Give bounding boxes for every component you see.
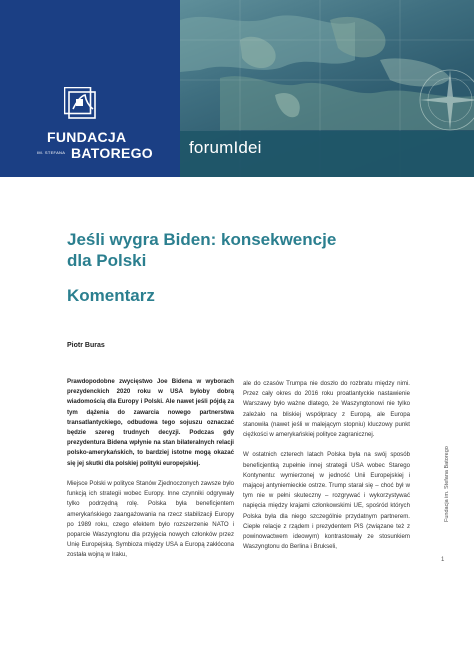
body-paragraph: ale do czasów Trumpa nie doszło do rozbratu między nimi. Przez cały okres do 2016 roku proatlantyckie nastawienie Warszawy było ważne dlatego, że Waszyngtonowi nie tylko zależało na bliskiej współpracy z Europą, ale Europa stanowiła (nawet jeśli w malejącym stopniu) kluczowy punkt ciężkości w amerykańskiej polityce zagranicznej. xyxy=(243,380,410,439)
lead-paragraph: Prawdopodobne zwycięstwo Joe Bidena w wyborach prezydenckich 2020 roku w USA byłoby dobrą wiadomością dla Europy i Polski. Ale nawet jeśli pójdą za tym dążenia do zawarcia nowego partnerstwa transatlantyckiego, odbudowa tego sojuszu oznaczać będzie szereg trudnych decyzji. Podczas gdy prezydentura Bidena wpłynie na stan bilateralnych relacji polsko-amerykańskich, to bardziej istotne mogą okazać się jej skutki dla polskiej polityki europejskiej. xyxy=(67,378,234,467)
page-number: 1 xyxy=(441,557,445,563)
body-paragraph: Miejsce Polski w polityce Stanów Zjednoczonych zawsze było funkcją ich strategii wobec Europy. Inne czynniki odgrywały tylko podrzędną rolę. Polska była beneficjentem amerykańskiego zaangażowania na rzecz stabilizacji Europy po 1989 roku, czego efektem było rozszerzenie NATO i poparcie Waszyngtonu dla przyjęcia nowych członków przez Unię Europejską. Symbioza między USA a Europą zakłócona została wojną w Iraku, xyxy=(67,480,234,559)
org-name-small: IM. STEFANA xyxy=(37,150,66,155)
author-name: Piotr Buras xyxy=(67,342,105,349)
series-title: forumIdei xyxy=(189,138,262,157)
side-label-text: Fundacja im. Stefana Batorego xyxy=(444,446,450,522)
foundation-logo-icon xyxy=(64,87,104,125)
body-paragraph: W ostatnich czterech latach Polska była na swój sposób beneficjentką zupełnie innej strategii USA wobec Starego Kontynentu: wymierzonej w jedność Unii Europejskiej i mającej antyniemieckie ostrze. Trump starał się – choć był w tym nie w pełni skuteczny – rozgrywać i wykorzystywać napięcia między krajami członkowskimi UE, spośród których Polska była dla niego szczególnie przydatnym partnerem. Ciepłe relacje z rządem i prezydentem PiS (związane też z powinowactwem ideowym) kontrastowały ze stosunkiem Waszyngtonu do Berlina i Brukseli, xyxy=(243,451,410,551)
right-column xyxy=(243,379,410,563)
side-label xyxy=(439,422,449,522)
org-name-line2: BATOREGO xyxy=(71,145,153,161)
header xyxy=(0,0,474,177)
document-type: Komentarz xyxy=(67,286,155,305)
org-name-line1: FUNDACJA xyxy=(47,129,127,145)
document-title: Jeśli wygra Biden: konsekwencje dla Polski xyxy=(67,230,337,270)
left-column xyxy=(67,377,234,571)
